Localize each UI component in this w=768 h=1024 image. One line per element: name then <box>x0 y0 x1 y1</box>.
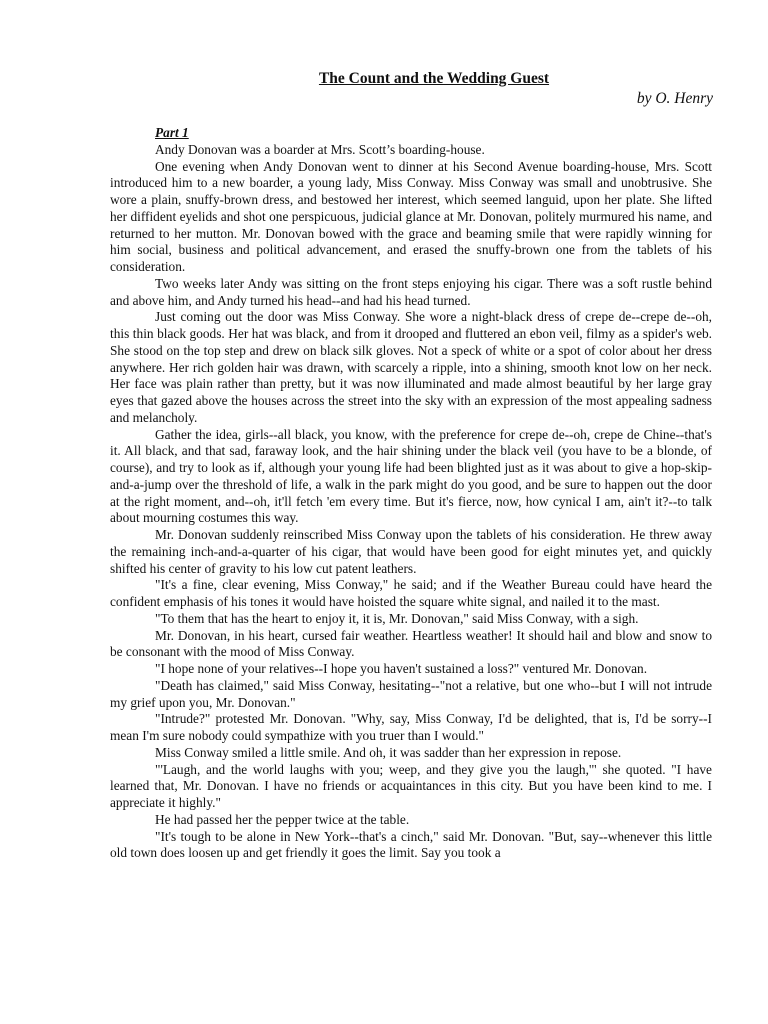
paragraph: "It's a fine, clear evening, Miss Conway," he said; and if the Weather Bureau could have heard the confident emphasis of his tones it would have hoisted the square white signal, and nailed it to the mast. <box>110 577 712 609</box>
paragraph: Two weeks later Andy was sitting on the front steps enjoying his cigar. There was a soft rustle behind and above him, and Andy turned his head--and had his head turned. <box>110 275 712 308</box>
paragraph: "Death has claimed," said Miss Conway, hesitating--"not a relative, but one who--but I will not intrude my grief upon you, Mr. Donovan." <box>110 677 712 710</box>
paragraph: One evening when Andy Donovan went to dinner at his Second Avenue boarding-house, Mrs. Scott introduced him to a new boarder, a young lady, Miss Conway. Miss Conway was small and unobtrusive. She wore a plain, snuffy-brown dress, and bestowed her interest, which seemed languid, upon her plate. She lifted her diffident eyelids and shot one perspicuous, judicial glance at Mr. Donovan, politely murmured his name, and returned to her mutton. Mr. Donovan bowed with the grace and beaming smile that were rapidly winning for him social, business and political advancement, and erased the snuffy-brown one from the tablets of his consideration. <box>110 158 712 274</box>
paragraph: "Intrude?" protested Mr. Donovan. "Why, say, Miss Conway, I'd be delighted, that is, I'd be sorry--I mean I'm sure nobody could sympathize with you truer than I would." <box>110 711 712 743</box>
paragraph: Just coming out the door was Miss Conway. She wore a night-black dress of crepe de--crepe de--oh, this thin black goods. Her hat was black, and from it drooped and fluttered an ebon veil, filmy as a spider's web. She stood on the top step and drew on black silk gloves. Not a speck of white or a spot of color about her dress anywhere. Her rich golden hair was drawn, with scarcely a ripple, into a shining, smooth knot low on her neck. Her face was plain rather than pretty, but it was now illuminated and made almost beautiful by her large gray eyes that gazed above the houses across the street into the sky with an expression of the most appealing sadness and melancholy. <box>110 309 712 425</box>
paragraph: Gather the idea, girls--all black, you know, with the preference for crepe de--oh, crepe de Chine--that's it. All black, and that sad, faraway look, and the hair shining under the black veil (you have to be a blonde, of course), and try to look as if, although your young life had been blighted just as it was about to give a hop-skip-and-a-jump over the threshold of life, a walk in the park might do you good, and be sure to happen out the door at the right moment, and--oh, it'll fetch 'em every time. But it's fierce, now, how cynical I am, ain't it?--to talk about mourning costumes this way. <box>110 426 712 526</box>
paragraph: "It's tough to be alone in New York--that's a cinch," said Mr. Donovan. "But, say--whenever this little old town does loosen up and get friendly it goes the limit. Say you took a <box>110 828 712 861</box>
paragraph: "'Laugh, and the world laughs with you; weep, and they give you the laugh,'" she quoted. "I have learned that, Mr. Donovan. I have no friends or acquaintances in this city. But you have been kind to me. I appreciate it highly." <box>110 761 712 810</box>
document-title: The Count and the Wedding Guest <box>318 70 550 87</box>
document-body <box>110 125 712 951</box>
paragraph: Mr. Donovan suddenly reinscribed Miss Conway upon the tablets of his consideration. He threw away the remaining inch-and-a-quarter of his cigar, that would have been good for eight minutes yet, and quickly shifted his center of gravity to his low cut patent leathers. <box>110 527 712 576</box>
paragraph: He had passed her the pepper twice at the table. <box>155 811 410 827</box>
paragraph: "To them that has the heart to enjoy it, it is, Mr. Donovan," said Miss Conway, with a sigh. <box>155 610 639 626</box>
paragraph: "I hope none of your relatives--I hope you haven't sustained a loss?" ventured Mr. Donovan. <box>155 661 648 676</box>
paragraph: Mr. Donovan, in his heart, cursed fair weather. Heartless weather! It should hail and blow and snow to be consonant with the mood of Miss Conway. <box>110 627 712 660</box>
part-heading: Part 1 <box>155 125 189 140</box>
paragraph: Miss Conway smiled a little smile. And oh, it was sadder than her expression in repose. <box>155 744 622 760</box>
document-author: by O. Henry <box>636 90 713 107</box>
paragraph: Andy Donovan was a boarder at Mrs. Scott’s boarding-house. <box>155 141 485 157</box>
